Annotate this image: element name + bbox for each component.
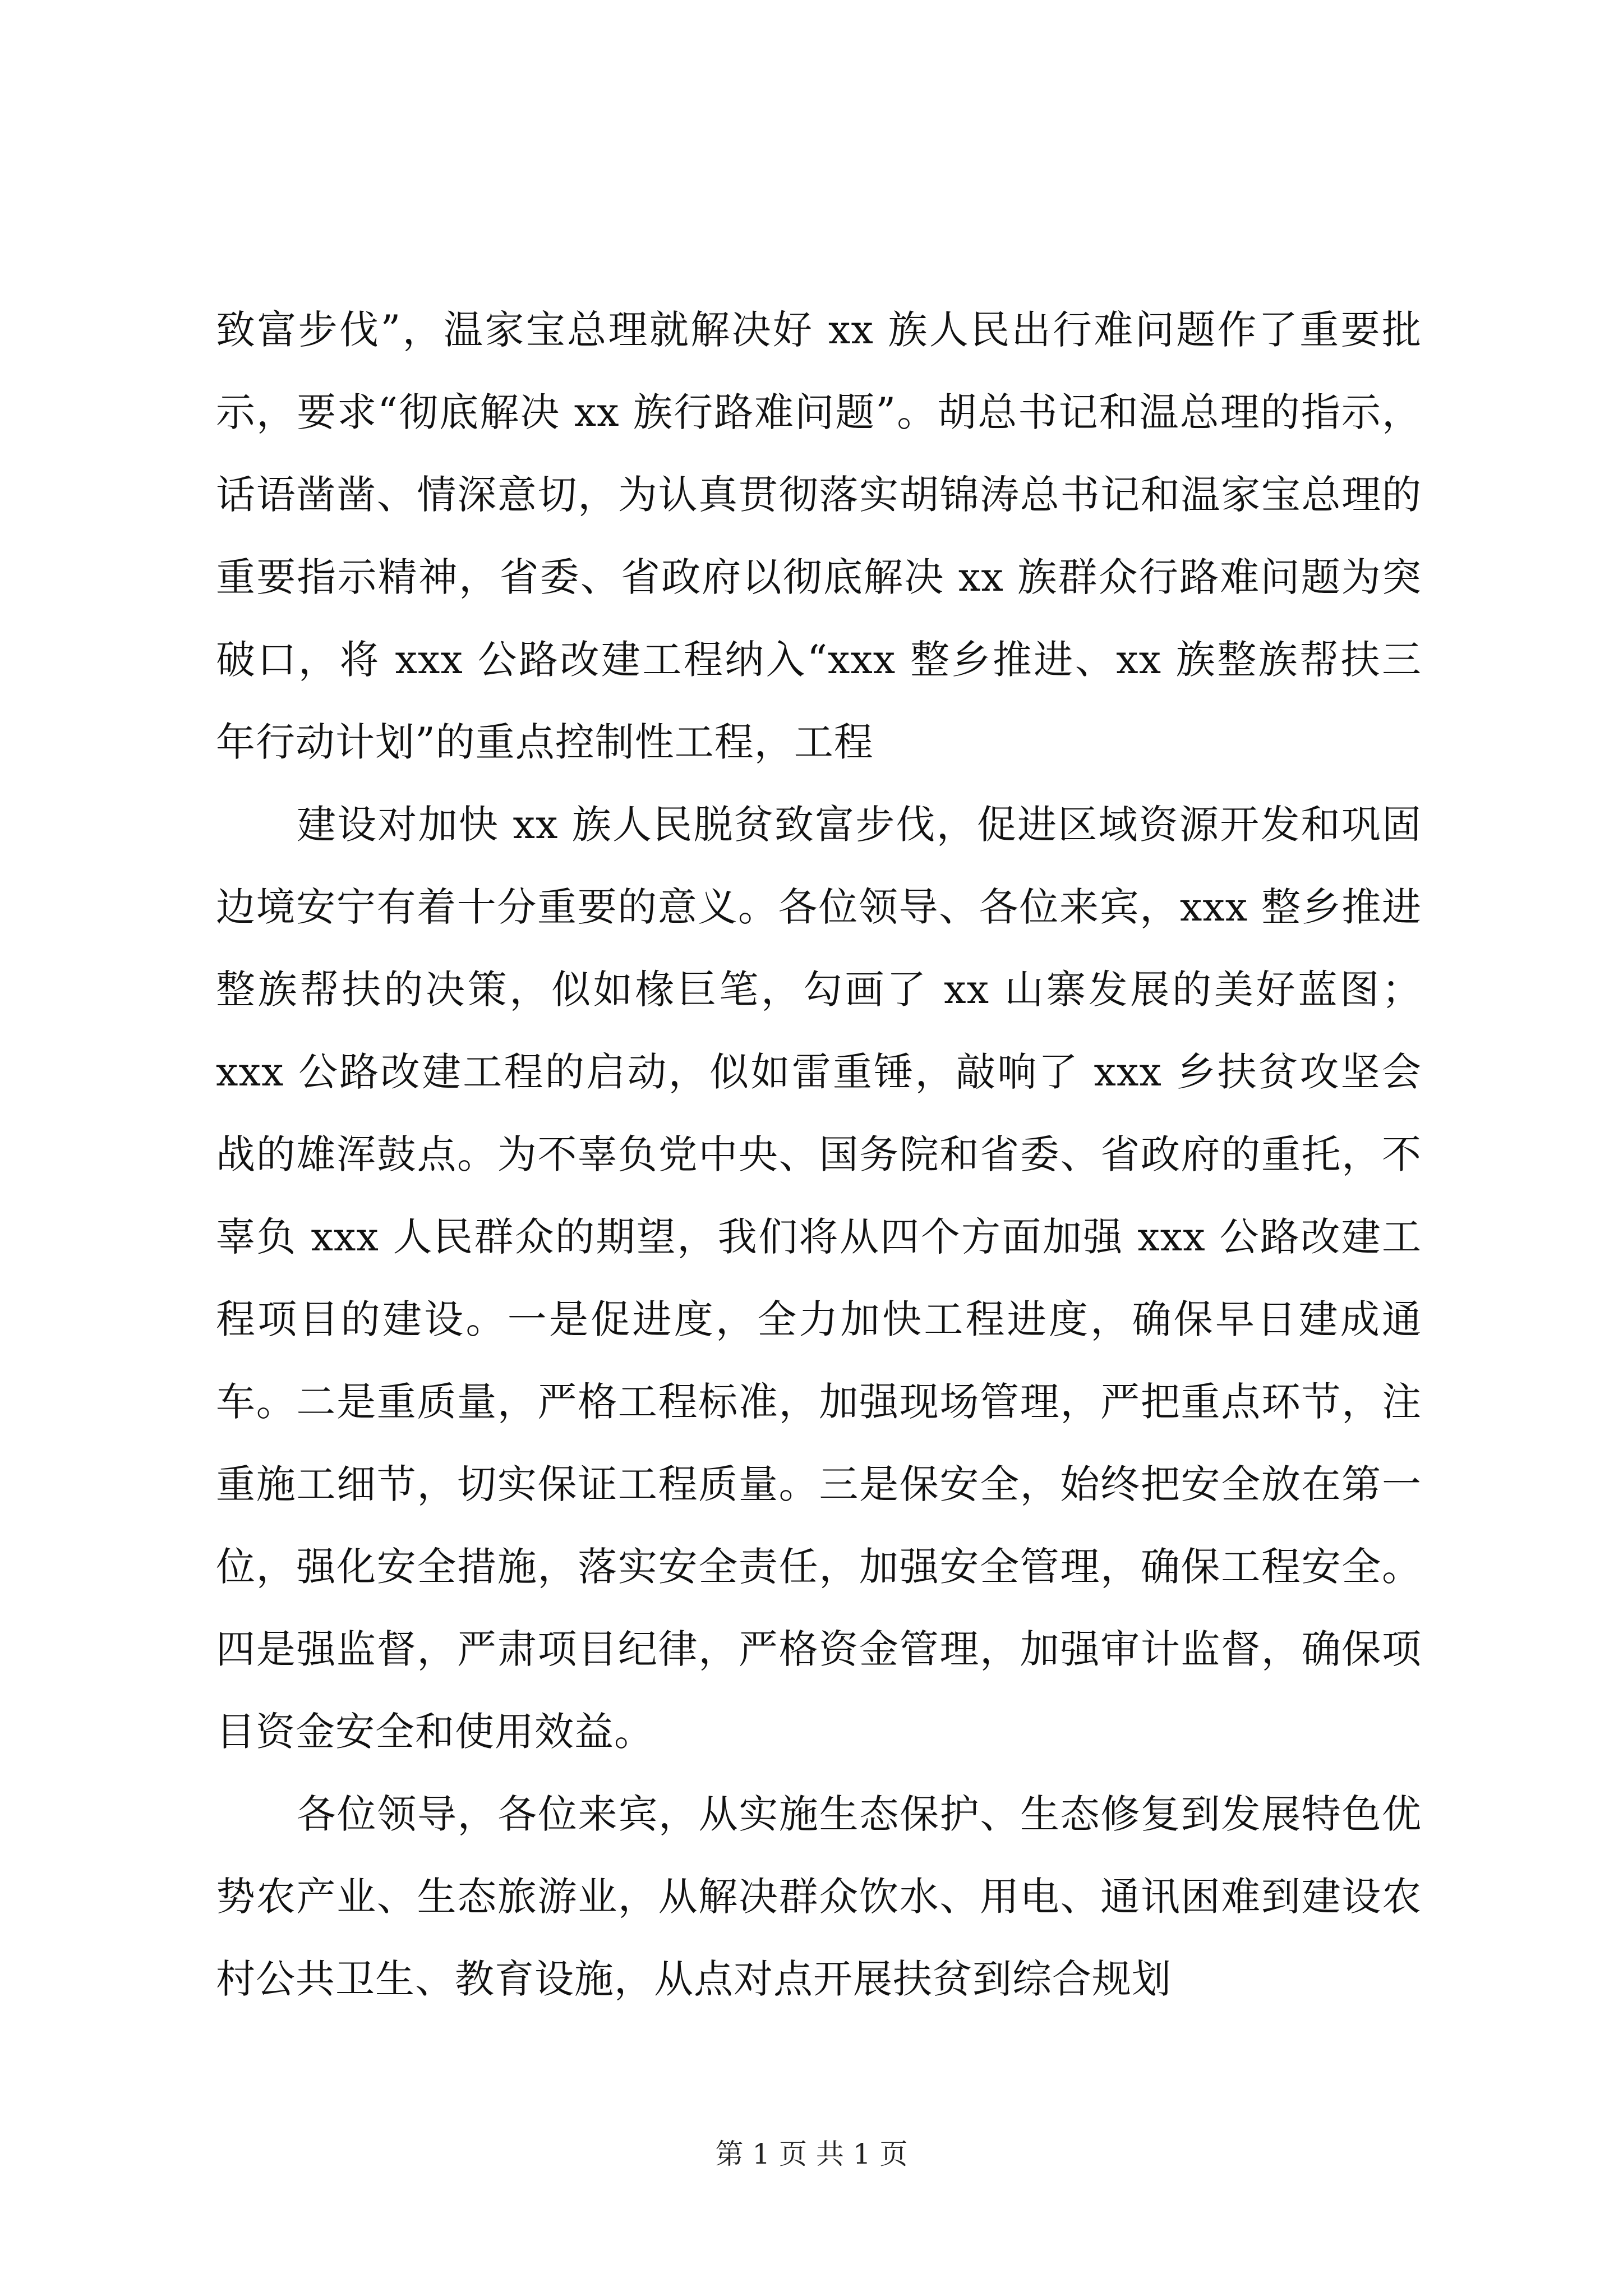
paragraph-3: 各位领导，各位来宾，从实施生态保护、生态修复到发展特色优势农产业、生态旅游业，从解决群众饮水、用电、通讯困难到建设农村公共卫生、教育设施，从点对点开展扶贫到综合规划: [216, 1791, 1422, 2002]
paragraph-1: 致富步伐”，温家宝总理就解决好 xx 族人民出行难问题作了重要批示，要求“彻底解决 xx 族行路难问题”。胡总书记和温总理的指示，话语凿凿、情深意切，为认真贯彻落实胡锦涛总书记和温家宝总理的重要指示精神，省委、省政府以彻底解决 xx 族群众行路难问题为突破口，将 xxx 公路改建工程纳入“xxx 整乡推进、xx 族整族帮扶三年行动计划”的重点控制性工程，工程: [216, 307, 1422, 765]
paragraph-2: 建设对加快 xx 族人民脱贫致富步伐，促进区域资源开发和巩固边境安宁有着十分重要的意义。各位领导、各位来宾，xxx 整乡推进整族帮扶的决策，似如椽巨笔，勾画了 xx 山寨发展的美好蓝图；xxx 公路改建工程的启动，似如雷重锤，敲响了 xxx 乡扶贫攻坚会战的雄浑鼓点。为不辜负党中央、国务院和省委、省政府的重托，不辜负 xxx 人民群众的期望，我们将从四个方面加强 xxx 公路改建工程项目的建设。一是促进度，全力加快工程进度，确保早日建成通车。二是重质量，严格工程标准，加强现场管理，严把重点环节，注重施工细节，切实保证工程质量。三是保安全，始终把安全放在第一位，强化安全措施，落实安全责任，加强安全管理，确保工程安全。四是强监督，严肃项目纪律，严格资金管理，加强审计监督，确保项目资金安全和使用效益。: [216, 802, 1422, 1755]
page-footer: 第 1 页 共 1 页: [715, 2138, 908, 2170]
document-body: [216, 289, 1422, 2021]
